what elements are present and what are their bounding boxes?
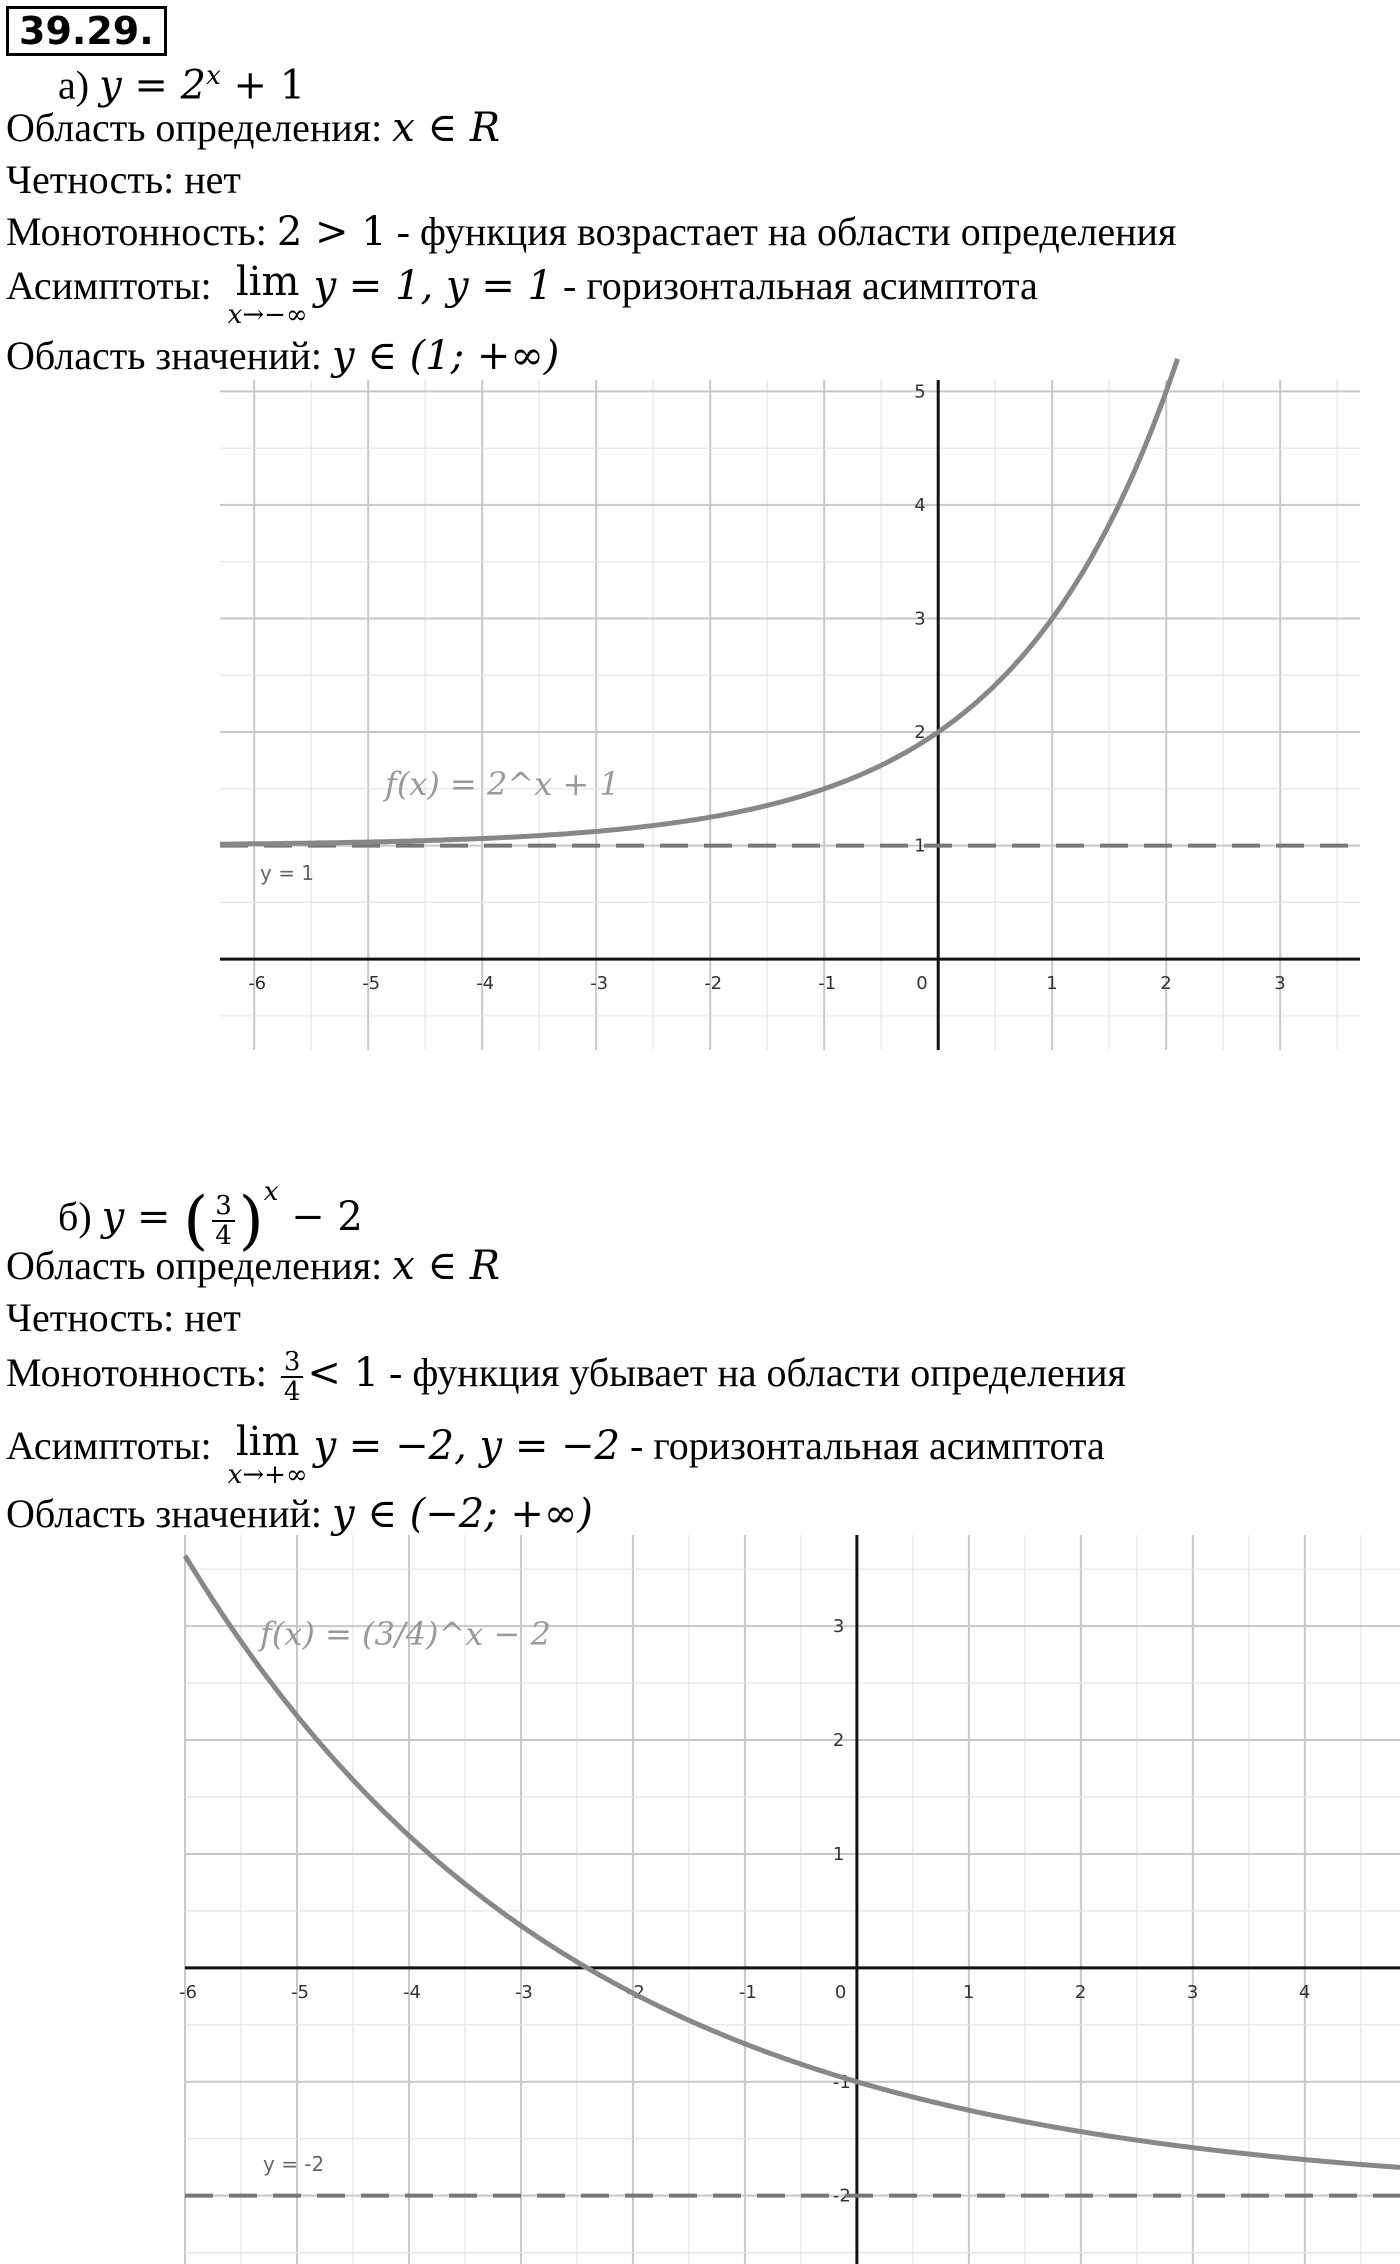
part-a-asymptote-line <box>6 259 1038 330</box>
part-a-monotonic-line <box>6 208 1176 256</box>
graph-b-x-tick-label: -5 <box>290 1981 309 2003</box>
part-b-range-label: Область значений: <box>6 1491 332 1536</box>
part-a-lim-word: lim <box>235 259 300 305</box>
graph-a-x-tick-label: -6 <box>248 973 267 995</box>
part-a-range-value: y ∈ (1; +∞) <box>332 333 560 379</box>
graph-b-y-tick-label: 1 <box>832 1843 845 1865</box>
graph-a-curve <box>220 359 1178 844</box>
part-a-asym-value: y = 1, y = 1 <box>313 263 553 309</box>
graph-a-x-tick-label: -3 <box>590 973 609 995</box>
part-a-domain-line <box>6 104 500 152</box>
part-b-range-line <box>6 1490 593 1538</box>
part-a-asym-label: Асимптоты: <box>6 263 222 308</box>
graph-a-y-tick-label: 4 <box>914 494 926 516</box>
graph-a-y-tick-label: 2 <box>914 722 926 744</box>
part-b-lim-sub: x→+∞ <box>227 1460 308 1490</box>
graph-b-x-tick-label: -3 <box>514 1981 533 2003</box>
graph-b-x-tick-label: 0 <box>834 1981 847 2003</box>
part-b-monotonic-value: < 1 <box>307 1350 380 1397</box>
part-b-frac-num: 3 <box>212 1192 235 1222</box>
graph-b-asymptote-label: y = -2 <box>263 2152 325 2176</box>
part-b-monotonic-fraction <box>281 1348 304 1406</box>
part-b-right-paren: ) <box>238 1183 264 1258</box>
graph-b-y-tick-label: 3 <box>832 1616 845 1638</box>
part-a-monotonic-label: Монотонность: <box>6 209 277 254</box>
graph-b-x-tick-label: 3 <box>1186 1981 1199 2003</box>
part-a-formula-base: y = 2 <box>99 62 207 109</box>
part-a-parity: Четность: нет <box>6 157 241 202</box>
part-b-monotonic-line <box>6 1348 1126 1406</box>
graph-b-x-tick-label: -6 <box>179 1981 197 2003</box>
part-b-lim-word: lim <box>235 1419 300 1465</box>
graph-a-function-label: f(x) = 2^x + 1 <box>385 765 620 803</box>
part-b-left-paren: ( <box>183 1183 209 1258</box>
part-b-asymptote-line <box>6 1419 1105 1490</box>
graph-a-asymptote-label: y = 1 <box>260 861 315 885</box>
part-b-parity: Четность: нет <box>6 1295 241 1340</box>
graph-a-x-tick-label: 1 <box>1046 973 1058 995</box>
problem-number: 39.29. <box>6 6 167 56</box>
part-b-asym-text: - горизонтальная асимптота <box>620 1423 1105 1468</box>
graph-b-x-tick-label: -2 <box>626 1981 645 2003</box>
part-a-range-label: Область значений: <box>6 333 332 378</box>
graph-b-x-tick-label: 2 <box>1074 1981 1087 2003</box>
graph-a-x-tick-label: -1 <box>818 973 837 995</box>
part-b-formula-exp: x <box>263 1177 279 1207</box>
graph-a-x-tick-label: 2 <box>1160 973 1172 995</box>
part-a-formula-line <box>58 52 305 109</box>
part-b-limit <box>227 1419 308 1490</box>
part-b-range-value: y ∈ (−2; +∞) <box>332 1491 593 1537</box>
part-a-domain-value: x ∈ R <box>392 105 500 151</box>
part-b-domain-value: x ∈ R <box>392 1243 500 1289</box>
part-b-mono-frac-num: 3 <box>281 1348 304 1378</box>
part-b-monotonic-label: Монотонность: <box>6 1350 277 1396</box>
part-b-monotonic-text: - функция убывает на области определения <box>379 1350 1126 1396</box>
graph-a-y-tick-label: 3 <box>914 608 926 630</box>
part-b-frac-den: 4 <box>215 1220 232 1251</box>
part-b-asym-label: Асимптоты: <box>6 1423 222 1468</box>
part-a-label: а) <box>58 62 90 108</box>
part-b-domain-line <box>6 1242 500 1290</box>
part-a-monotonic-text: - функция возрастает на области определения <box>386 209 1177 254</box>
graph-b-y-tick-label: -1 <box>832 2071 851 2093</box>
graph-b-x-tick-label: -4 <box>402 1981 421 2003</box>
graph-b-y-tick-label: 2 <box>832 1730 845 1752</box>
part-a-asym-text: - горизонтальная асимптота <box>553 263 1038 308</box>
graph-a-x-tick-label: 0 <box>916 973 928 995</box>
graph-a-grid <box>220 380 1360 1050</box>
part-a-domain-label: Область определения: <box>6 105 393 150</box>
graph-a-x-tick-label: -2 <box>704 973 723 995</box>
part-a-formula-exp: x <box>206 61 221 91</box>
part-b-asym-value: y = −2, y = −2 <box>313 1423 621 1469</box>
part-b-formula-start: y = <box>101 1194 184 1240</box>
graph-a-x-tick-label: 3 <box>1274 973 1286 995</box>
graph-b-x-tick-label: 1 <box>962 1981 975 2003</box>
graph-a-y-tick-label: 5 <box>914 381 926 403</box>
part-a-range-line <box>6 332 559 380</box>
graph-a <box>220 380 1360 1050</box>
part-a-limit <box>227 259 308 330</box>
graph-a-y-tick-label: 1 <box>914 835 926 857</box>
part-b-label: б) <box>58 1194 92 1239</box>
graph-b <box>179 1535 1400 2264</box>
graph-b-y-tick-label: -2 <box>832 2185 851 2207</box>
part-b-domain-label: Область определения: <box>6 1243 393 1288</box>
part-a-monotonic-value: 2 > 1 <box>276 209 387 255</box>
part-b-formula-tail: − 2 <box>278 1194 363 1240</box>
graph-b-function-label: f(x) = (3/4)^x − 2 <box>260 1615 551 1653</box>
part-b-formula-line <box>58 1168 363 1258</box>
graph-a-x-tick-label: -4 <box>476 973 495 995</box>
part-a-formula-tail: + 1 <box>220 62 306 109</box>
graph-a-axes <box>220 380 1360 1050</box>
graph-a-x-tick-label: -5 <box>362 973 381 995</box>
graph-b-x-tick-label: -1 <box>738 1981 757 2003</box>
graph-b-x-tick-label: 4 <box>1298 1981 1311 2003</box>
part-a-lim-sub: x→−∞ <box>227 300 308 330</box>
part-b-mono-frac-den: 4 <box>283 1377 301 1407</box>
